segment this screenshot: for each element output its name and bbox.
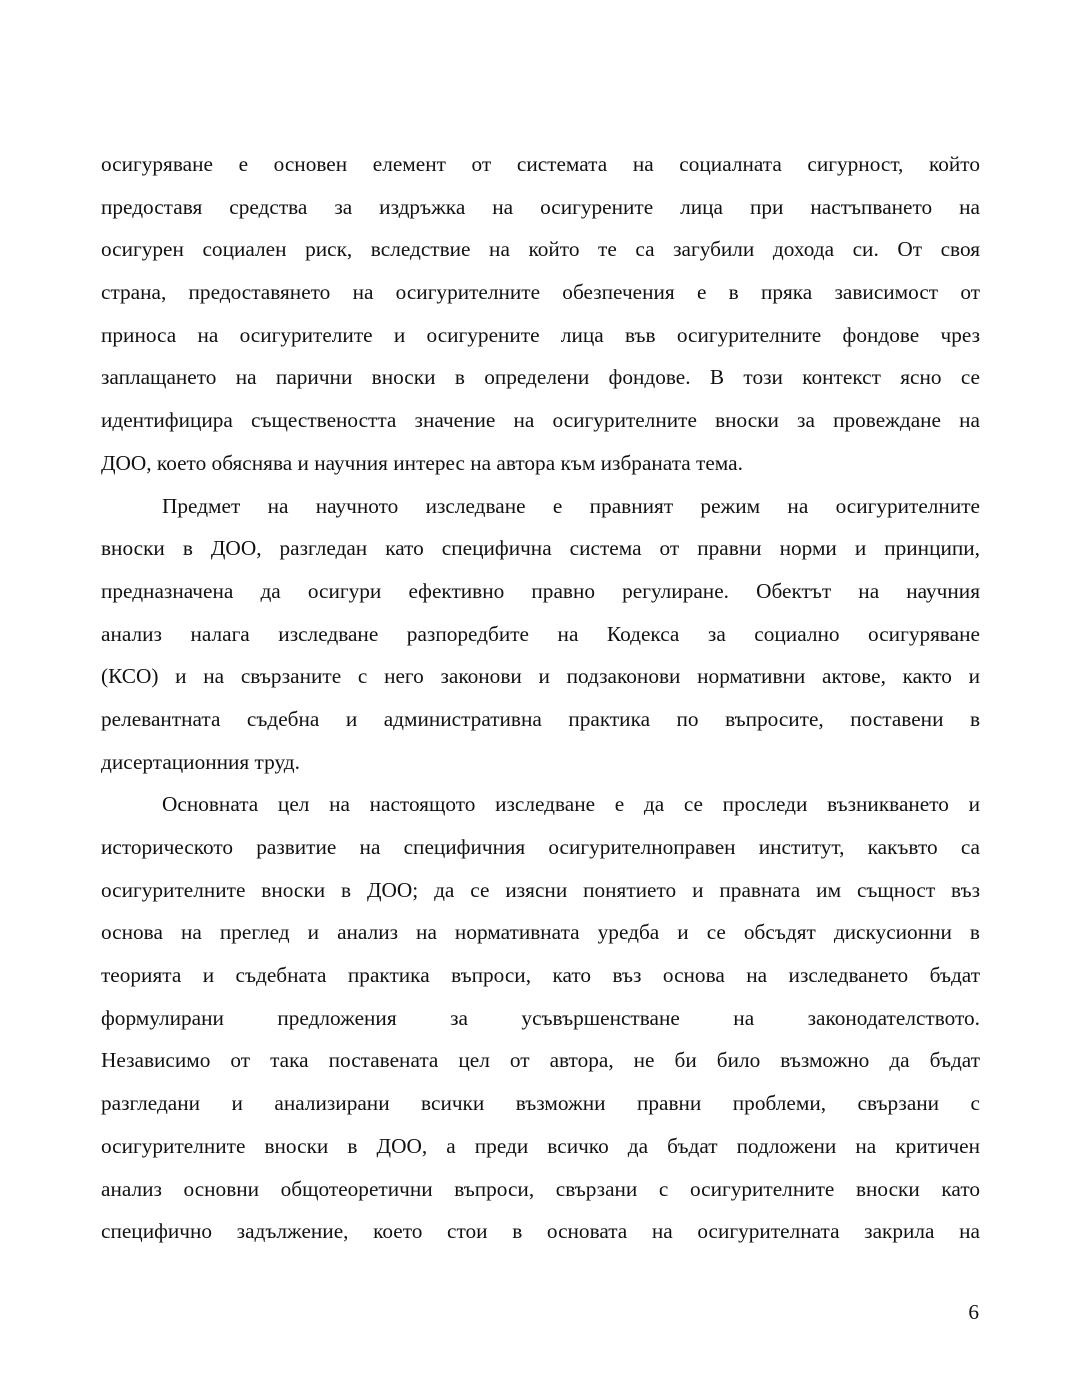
text-line: осигурителните вноски в ДОО; да се изясни понятието и правната им същност въз (101, 877, 980, 902)
text-line: предназначена да осигури ефективно правно регулиране. Обектът на научния (101, 578, 980, 603)
text-line: дисертационния труд. (101, 749, 300, 774)
text-line: анализ основни общотеоретични въпроси, свързани с осигурителните вноски като (101, 1176, 980, 1201)
text-line: Предмет на научното изследване е правният режим на осигурителните (162, 493, 980, 518)
text-line: вноски в ДОО, разгледан като специфична система от правни норми и принципи, (101, 536, 980, 561)
text-line: осигурителните вноски в ДОО, а преди всичко да бъдат подложени на критичен (101, 1133, 980, 1158)
body-text (101, 143, 980, 1253)
text-line: идентифицира съществеността значение на осигурителните вноски за провеждане на (101, 408, 980, 433)
text-line: анализ налага изследване разпоредбите на Кодекса за социално осигуряване (101, 621, 980, 646)
text-line: страна, предоставянето на осигурителните обезпечения е в пряка зависимост от (101, 280, 980, 305)
text-line: заплащането на парични вноски в определени фондове. В този контекст ясно се (101, 365, 980, 390)
text-line: (КСО) и на свързаните с него законови и подзаконови нормативни актове, както и (101, 664, 980, 689)
text-line: специфично задължение, което стои в основата на осигурителната закрила на (101, 1219, 980, 1244)
text-line: релевантната съдебна и административна практика по въпросите, поставени в (101, 706, 980, 731)
paragraph-3 (101, 783, 980, 1253)
text-line: основа на преглед и анализ на нормативната уредба и се обсъдят дискусионни в (101, 920, 980, 945)
text-line: ДОО, което обяснява и научния интерес на автора към избраната тема. (101, 450, 743, 475)
text-line: приноса на осигурителите и осигурените лица във осигурителните фондове чрез (101, 322, 980, 347)
text-line: Основната цел на настоящото изследване е да се проследи възникването и (162, 792, 980, 817)
text-line: осигуряване е основен елемент от системата на социалната сигурност, който (101, 152, 980, 176)
text-line: историческото развитие на специфичния осигурителноправен институт, какъвто са (101, 835, 980, 859)
text-line: предоставя средства за издръжка на осигурените лица при настъпването на (101, 194, 980, 219)
paragraph-2 (101, 485, 980, 784)
text-line: осигурен социален риск, вследствие на който те са загубили дохода си. От своя (101, 237, 980, 262)
paragraph-1 (101, 143, 980, 485)
text-line: разгледани и анализирани всички възможни правни проблеми, свързани с (101, 1091, 980, 1116)
page-number: 6 (968, 1300, 979, 1324)
text-line: Независимо от така поставената цел от автора, не би било възможно да бъдат (101, 1048, 980, 1073)
text-line: формулирани предложения за усъвършенстване на законодателството. (101, 1005, 980, 1030)
text-line: теорията и съдебната практика въпроси, като въз основа на изследването бъдат (101, 963, 980, 988)
